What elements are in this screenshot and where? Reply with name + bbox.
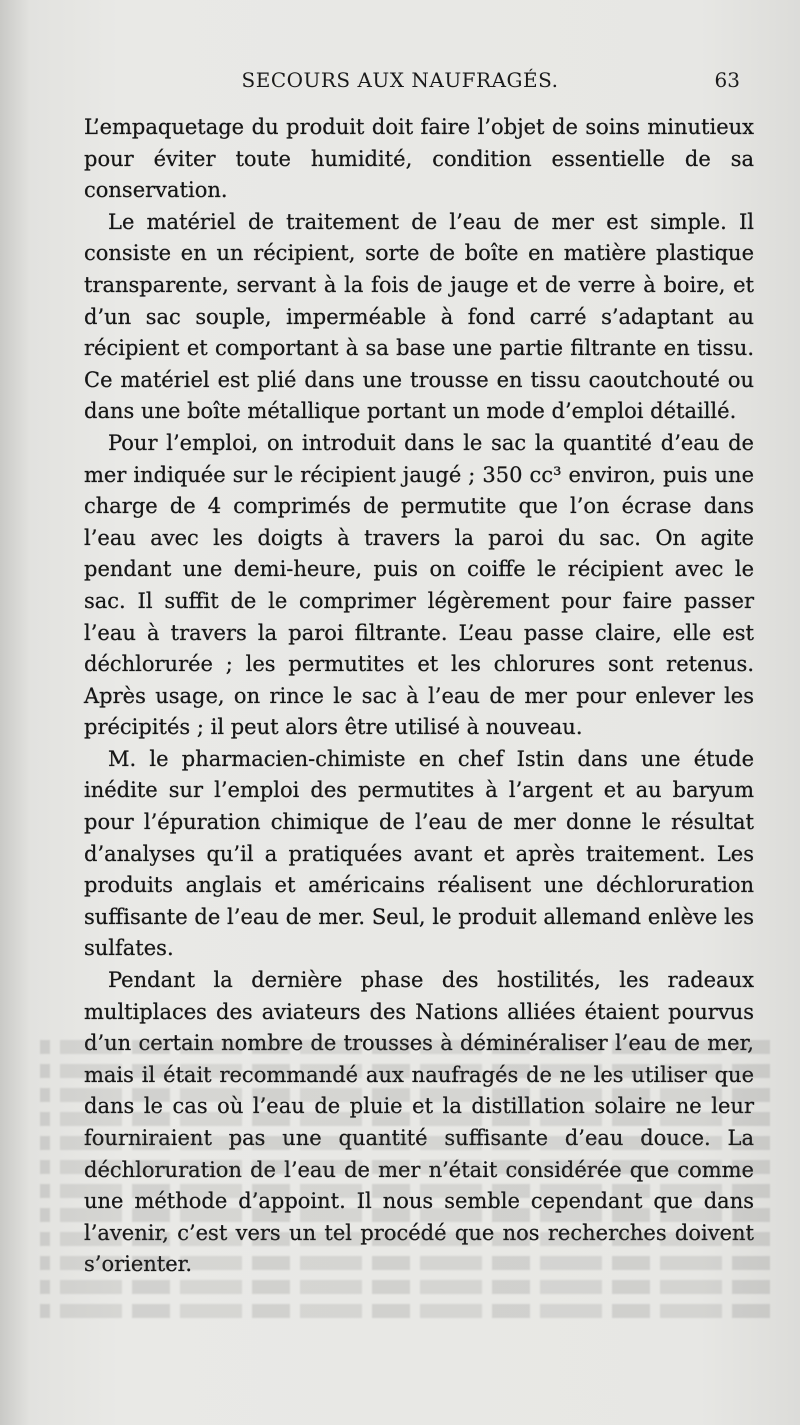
paragraph: M. le pharmacien-chimiste en chef Istin dans une étude inédite sur l’emploi des permutites à l’argent et au baryum pour l’épuration chimique de l’eau de mer donne le résultat d’analyses qu’il a pratiquées avant et après traitement. Les produits anglais et américains réalisent une déchloruration suffisante de l’eau de mer. Seul, le produit allemand enlève les sulfates. bbox=[84, 746, 754, 961]
running-header bbox=[60, 64, 740, 100]
page-number: 63 bbox=[714, 68, 740, 92]
paragraph: Le matériel de traitement de l’eau de mer est simple. Il consiste en un récipient, sorte de boîte en matière plastique transparente, servant à la fois de jauge et de verre à boire, et d’un sac souple, imperméable à fond carré s’adaptant au récipient et comportant à sa base une partie filtrante en tissu. Ce matériel est plié dans une trousse en tissu caoutchouté ou dans une boîte métallique portant un mode d’emploi détaillé. bbox=[84, 209, 754, 424]
paragraph: L’empaquetage du produit doit faire l’objet de soins minutieux pour éviter toute humidité, condition essentielle de sa conservation. bbox=[84, 115, 754, 203]
body-text bbox=[84, 112, 754, 1281]
show-through-line bbox=[40, 1304, 770, 1318]
paragraph: Pour l’emploi, on introduit dans le sac la quantité d’eau de mer indiquée sur le récipient jaugé ; 350 cc³ environ, puis une charge de 4 comprimés de permutite que l’on écrase dans l’eau avec les doigts à travers la paroi du sac. On agite pendant une demi-heure, puis on coiffe le récipient avec le sac. Il suffit de le comprimer légèrement pour faire passer l’eau à travers la paroi filtrante. L’eau passe claire, elle est déchlorurée ; les permutites et les chlorures sont retenus. Après usage, on rince le sac à l’eau de mer pour enlever les précipités ; il peut alors être utilisé à nouveau. bbox=[84, 430, 754, 740]
running-title: SECOURS AUX NAUFRAGÉS. bbox=[241, 68, 559, 92]
show-through-line bbox=[40, 1280, 770, 1294]
paragraph: Pendant la dernière phase des hostilités, les radeaux multiplaces des aviateurs des Nations alliées étaient pourvus d’un certain nombre de trousses à déminéraliser l’eau de mer, mais il était recommandé aux naufragés de ne les utiliser que dans le cas où l’eau de pluie et la distillation solaire ne leur fourniraient pas une quantité suffisante d’eau douce. La déchloruration de l’eau de mer n’était considérée que comme une méthode d’appoint. Il nous semble cependant que dans l’avenir, c’est vers un tel procédé que nos recherches doivent s’orienter. bbox=[84, 968, 754, 1277]
